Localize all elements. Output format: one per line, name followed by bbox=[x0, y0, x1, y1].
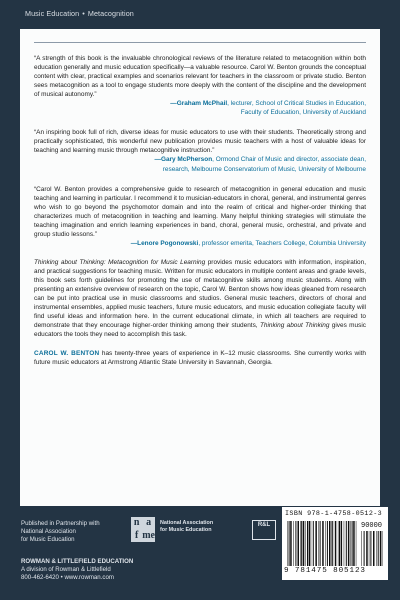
author-bio-text: has twenty-three years of experience in K–12 music classrooms. She currently works with future music educators at Armstrong Atlantic State University in Savannah, Georgia. bbox=[34, 350, 367, 367]
category-metacognition: Metacognition bbox=[87, 9, 134, 18]
barcode-addon-bars bbox=[361, 531, 384, 566]
partnership-note bbox=[21, 520, 131, 543]
partnership-line-2: National Association bbox=[21, 527, 76, 535]
attribution-title: , professor emerita, Teachers College, Columbia University bbox=[198, 239, 366, 247]
logo-letter: n bbox=[133, 517, 140, 528]
partnership-line-1: Published in Partnership with bbox=[21, 520, 100, 527]
publisher-division: A division of Rowman & Littlefield bbox=[21, 565, 111, 573]
partnership-line-3: for Music Education bbox=[21, 535, 75, 543]
book-title-short: Thinking about Thinking bbox=[259, 322, 330, 330]
attribution-title: , lecturer, School of Critical Studies in Education, bbox=[227, 100, 366, 108]
nafme-logo bbox=[131, 517, 155, 542]
book-description bbox=[34, 258, 366, 339]
publisher-info bbox=[21, 558, 133, 581]
attribution-name: —Graham McPhail bbox=[170, 100, 228, 108]
category-header bbox=[0, 0, 400, 29]
quote-attribution-line2: research, Melbourne Conservatorium of Music, University of Melbourne bbox=[162, 165, 366, 173]
footer-bar bbox=[0, 506, 400, 600]
author-name: CAROL W. BENTON bbox=[34, 350, 100, 358]
nafme-line-1: National Association bbox=[160, 520, 214, 526]
attribution-title: , Ormond Chair of Music and director, associate dean, bbox=[212, 156, 366, 164]
author-bio bbox=[34, 349, 366, 367]
barcode-number: 9 781475 805123 bbox=[284, 567, 366, 575]
category-music-education: Music Education bbox=[25, 9, 80, 18]
quote-attribution-line2: Faculty of Education, University of Auckland bbox=[240, 109, 366, 117]
barcode-bars bbox=[287, 521, 357, 566]
quote-attribution bbox=[34, 239, 366, 248]
book-title: Thinking about Thinking: Metacognition for Music Learning bbox=[34, 258, 206, 266]
nafme-wordmark bbox=[160, 520, 240, 533]
logo-letter: a bbox=[146, 517, 152, 528]
quote-text: “A strength of this book is the invaluable chronological reviews of the literature related to metacognition within both education generally and music education specifically—a valuable resource. Carol W. Benton grounds the conceptual content with clear, practical examples and scenarios relevant for teachers in the classroom or private studio. Benton sees metacognition as a tool to engage students more deeply with the content of the discipline and the development of musical autonomy.” bbox=[34, 55, 366, 99]
quote-text: “An inspiring book full of rich, diverse ideas for music educators to use with their students. Theoretically strong and practically sophisticated, this wonderful new publication provides music teachers with a host of valuable ideas for teaching and learning music through metacognitive instruction.” bbox=[34, 129, 366, 155]
logo-letter: f bbox=[134, 529, 139, 541]
endorsement-quote-2 bbox=[34, 128, 366, 173]
attribution-name: —Gary McPherson bbox=[154, 156, 213, 164]
barcode-addon-number: 90000 bbox=[361, 522, 383, 530]
logo-letter: me bbox=[142, 529, 155, 541]
attribution-name: —Lenore Pogonowski bbox=[130, 239, 199, 247]
nafme-line-2: for Music Education bbox=[160, 526, 212, 533]
publisher-name: ROWMAN & LITTLEFIELD EDUCATION bbox=[21, 558, 134, 565]
isbn-text: ISBN 978-1-4758-0512-3 bbox=[285, 510, 383, 518]
endorsement-quote-3 bbox=[34, 185, 366, 248]
top-divider bbox=[34, 42, 366, 43]
isbn-barcode bbox=[282, 507, 388, 580]
rl-education-logo: R&L bbox=[252, 520, 276, 540]
content-panel bbox=[20, 29, 380, 506]
publisher-contact: 800-462-6420 • www.rowman.com bbox=[21, 573, 114, 581]
quote-text: “Carol W. Benton provides a comprehensive guide to research of metacognition in general education and music teaching and learning in particular. I recommend it to musician-educators in choral, general, and instrumental genres who wish to go beyond the psychomotor domain and into the realm of critical and higher-order thinking that characterizes much of metacognition in teaching and learning. Many helpful thinking strategies will stimulate the teaching imagination and enrich learning experiences in band, choral, general music, orchestral, and private and group studio lessons.” bbox=[34, 185, 366, 238]
endorsement-quote-1 bbox=[34, 54, 366, 117]
quote-attribution bbox=[34, 155, 366, 164]
quote-attribution bbox=[34, 99, 366, 108]
description-part-2: gives music educators the tools they need to accomplish this task. bbox=[34, 322, 366, 339]
description-part-1: provides music educators with information, inspiration, and practical suggestions for teaching music. Written for music educators in multiple content areas and grade levels, this book sets forth guidelines for promoting the use of metacognitive skills among music students. Along with presenting an extensive overview of research on the topic, Carol W. Benton shows how ideas gleaned from research can be put into practical use in music classrooms and studios. General music teachers, directors of choral and instrumental ensembles, applied music teachers, future music educators, and music education collegiate faculty will find useful ideas and information here. In the current educational climate, in which all teachers are required to demonstrate that they encourage higher-order thinking among their students, bbox=[34, 258, 366, 330]
category-separator: • bbox=[82, 9, 85, 18]
